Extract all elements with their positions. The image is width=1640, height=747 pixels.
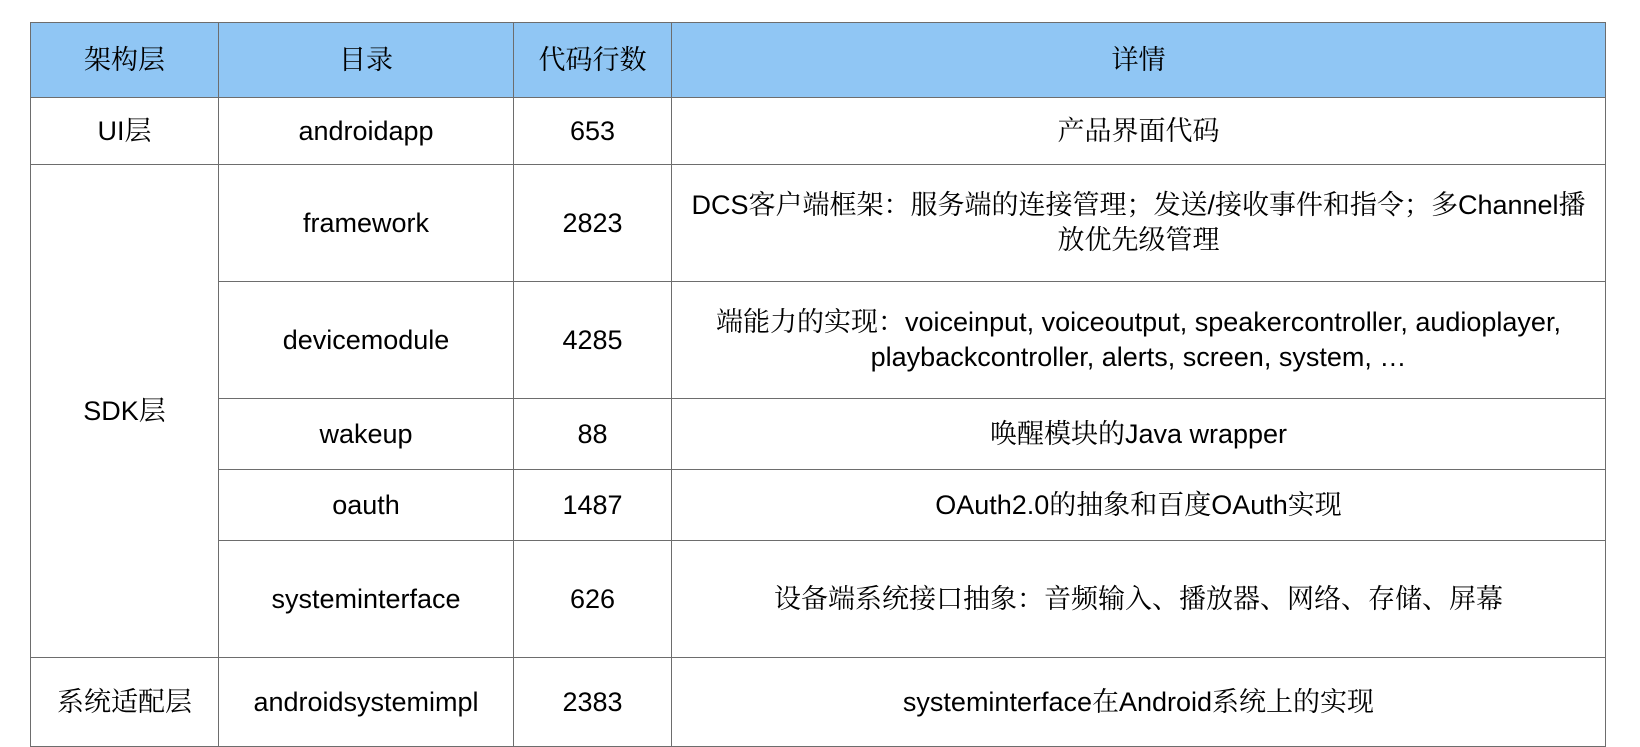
cell-detail: DCS客户端框架：服务端的连接管理；发送/接收事件和指令；多Channel播放优先级管理 — [672, 165, 1606, 282]
column-header-lines: 代码行数 — [514, 23, 672, 98]
cell-lines: 1487 — [514, 470, 672, 541]
column-header-detail: 详情 — [672, 23, 1606, 98]
cell-lines: 626 — [514, 541, 672, 658]
table-header — [31, 23, 1606, 98]
table-row — [31, 541, 1606, 658]
architecture-table-container — [30, 22, 1605, 747]
table-row — [31, 98, 1606, 165]
cell-directory: systeminterface — [219, 541, 514, 658]
cell-detail: 设备端系统接口抽象：音频输入、播放器、网络、存储、屏幕 — [672, 541, 1606, 658]
cell-lines: 2383 — [514, 658, 672, 747]
cell-layer: 系统适配层 — [31, 658, 219, 747]
cell-detail: 端能力的实现：voiceinput, voiceoutput, speakercontroller, audioplayer, playbackcontroller, alerts, screen, system, … — [672, 282, 1606, 399]
table-row — [31, 282, 1606, 399]
cell-lines: 653 — [514, 98, 672, 165]
cell-layer: UI层 — [31, 98, 219, 165]
cell-detail: OAuth2.0的抽象和百度OAuth实现 — [672, 470, 1606, 541]
table-row — [31, 470, 1606, 541]
cell-directory: oauth — [219, 470, 514, 541]
cell-lines: 2823 — [514, 165, 672, 282]
cell-detail: systeminterface在Android系统上的实现 — [672, 658, 1606, 747]
cell-directory: androidapp — [219, 98, 514, 165]
cell-layer: SDK层 — [31, 165, 219, 658]
column-header-directory: 目录 — [219, 23, 514, 98]
cell-directory: devicemodule — [219, 282, 514, 399]
table-row — [31, 658, 1606, 747]
column-header-layer: 架构层 — [31, 23, 219, 98]
cell-directory: framework — [219, 165, 514, 282]
cell-detail: 唤醒模块的Java wrapper — [672, 399, 1606, 470]
cell-directory: wakeup — [219, 399, 514, 470]
cell-directory: androidsystemimpl — [219, 658, 514, 747]
cell-detail: 产品界面代码 — [672, 98, 1606, 165]
table-header-row — [31, 23, 1606, 98]
cell-lines: 88 — [514, 399, 672, 470]
cell-lines: 4285 — [514, 282, 672, 399]
table-row — [31, 165, 1606, 282]
table-row — [31, 399, 1606, 470]
table-body — [31, 98, 1606, 747]
architecture-table — [30, 22, 1606, 747]
